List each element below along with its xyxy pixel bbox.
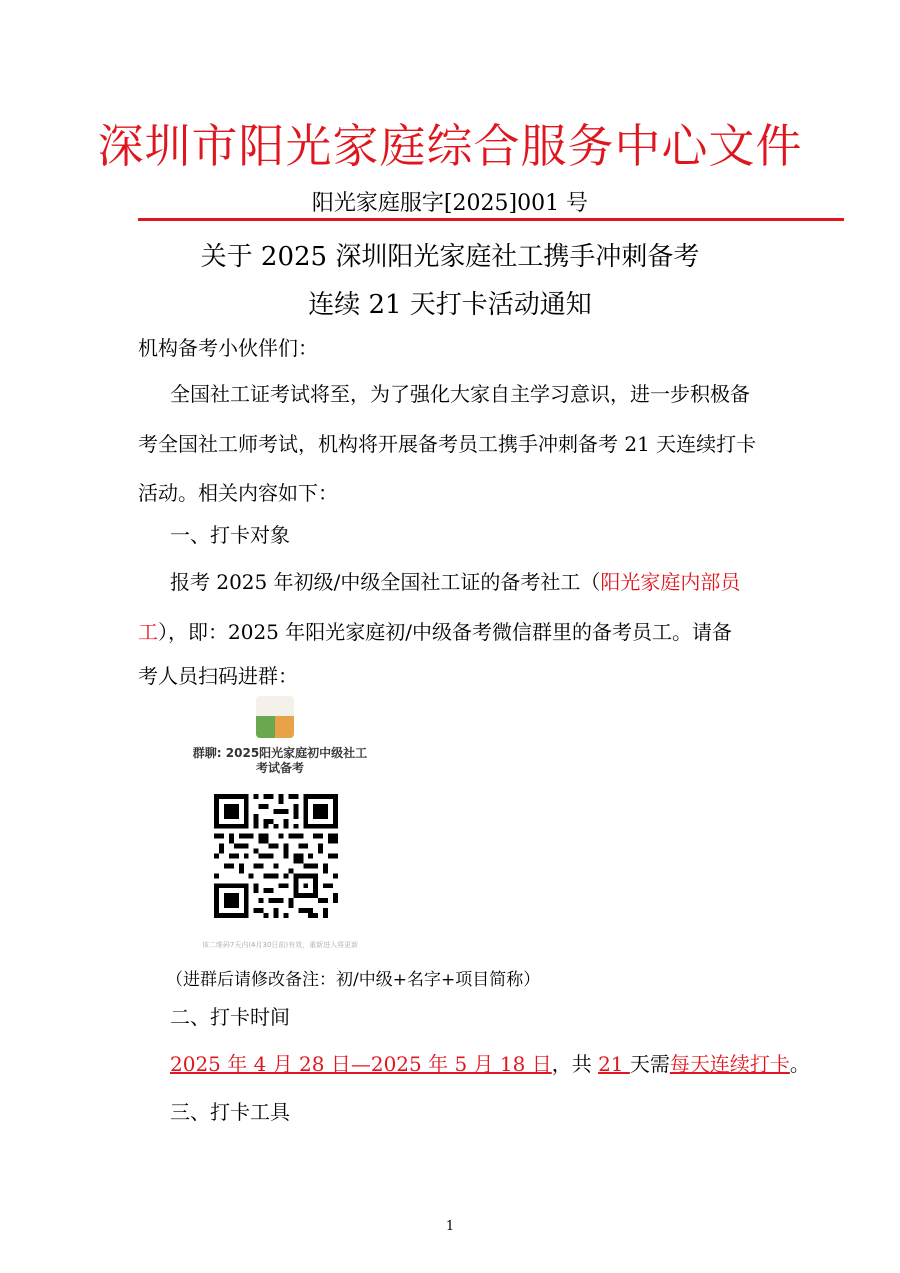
document-header-title: 深圳市阳光家庭综合服务中心文件	[97, 119, 803, 173]
header-divider	[138, 218, 844, 221]
group-avatar	[256, 696, 294, 738]
section2-heading: 二、打卡时间	[170, 1005, 290, 1029]
checkin-period: 2025 年 4 月 28 日—2025 年 5 月 18 日	[170, 1052, 552, 1076]
qr-note: （进群后请修改备注：初/中级+名字+项目简称）	[166, 970, 541, 990]
section1-text: 报考 2025 年初级/中级全国社工证的备考社工（	[170, 570, 601, 594]
section2-text: ，共	[551, 1052, 599, 1076]
document-number: 阳光家庭服字[2025]001 号	[311, 191, 589, 216]
section1-line2	[138, 620, 732, 644]
intro-line: 活动。相关内容如下：	[138, 481, 338, 505]
checkin-requirement: 每天连续打卡	[669, 1052, 790, 1076]
section1-heading: 一、打卡对象	[170, 523, 290, 547]
section2-period-line	[170, 1052, 810, 1076]
section2-text: 天需	[629, 1052, 670, 1076]
qr-validity-caption: 该二维码7天内(4月30日前)有效，重新进入将更新	[201, 941, 359, 949]
checkin-days: 21	[598, 1052, 630, 1076]
group-name: 群聊: 2025阳光家庭初中级社工考试备考	[192, 746, 368, 775]
section1-highlight: 阳光家庭内部员	[600, 570, 741, 594]
qr-code-icon[interactable]	[214, 794, 338, 918]
salutation: 机构备考小伙伴们：	[138, 336, 318, 360]
section1-line3: 考人员扫码进群：	[138, 664, 298, 688]
group-qr-card[interactable]	[190, 696, 370, 948]
section1-text: ），即：2025 年阳光家庭初/中级备考微信群里的备考员工。请备	[158, 620, 732, 644]
notice-title-line2: 连续 21 天打卡活动通知	[308, 290, 592, 320]
section3-heading: 三、打卡工具	[170, 1100, 290, 1124]
notice-title-line1: 关于 2025 深圳阳光家庭社工携手冲刺备考	[200, 242, 700, 272]
page-number: 1	[445, 1219, 455, 1234]
section2-text: 。	[789, 1052, 810, 1076]
section1-highlight: 工	[138, 620, 158, 644]
intro-line: 考全国社工师考试，机构将开展备考员工携手冲刺备考 21 天连续打卡	[138, 432, 757, 456]
intro-line: 全国社工证考试将至，为了强化大家自主学习意识，进一步积极备	[170, 382, 750, 406]
section1-line1	[170, 570, 740, 594]
